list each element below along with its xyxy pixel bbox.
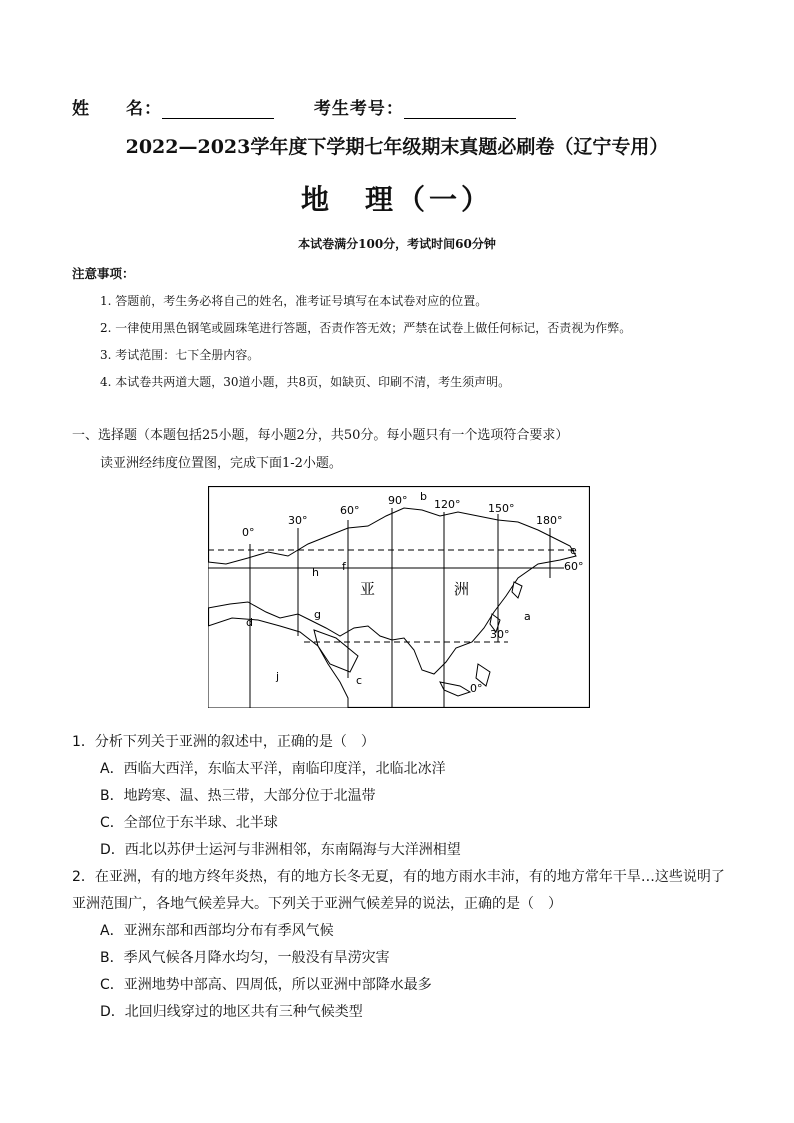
map-letter: e: [570, 544, 577, 557]
map-letter: j: [276, 670, 280, 683]
lon-label: 60°: [340, 504, 360, 517]
map-letter: h: [312, 566, 319, 579]
question-1-option-a[interactable]: A．西临大西洋，东临太平洋，南临印度洋，北临北冰洋: [100, 761, 446, 777]
map-letter: d: [246, 616, 253, 629]
lon-label: 30°: [288, 514, 308, 527]
map-letter: g: [314, 608, 321, 621]
exam-title: 2022—2023学年度下学期七年级期末真题必刷卷（辽宁专用）: [125, 136, 669, 158]
question-2-option-a[interactable]: A．亚洲东部和西部均分布有季风气候: [100, 923, 334, 939]
lon-label: 90°: [388, 494, 408, 507]
name-label: 姓 名：: [72, 99, 162, 119]
map-letter: f: [342, 560, 346, 573]
section-intro: 读亚洲经纬度位置图，完成下面1-2小题。: [100, 456, 342, 471]
question-1-option-d[interactable]: D．西北以苏伊士运河与非洲相邻，东南隔海与大洋洲相望: [100, 842, 461, 858]
question-1-stem: 1．分析下列关于亚洲的叙述中，正确的是（ ）: [72, 734, 375, 750]
lat-label: 60°: [564, 560, 584, 573]
question-1-option-c[interactable]: C．全部位于东半球、北半球: [100, 815, 278, 831]
question-2-option-d[interactable]: D．北回归线穿过的地区共有三种气候类型: [100, 1004, 363, 1020]
exam-number-label: 考生考号：: [313, 99, 404, 119]
exam-info: 本试卷满分100分，考试时间60分钟: [298, 237, 496, 251]
map-letter: b: [420, 490, 427, 503]
subject-title: 地 理（一）: [300, 183, 493, 216]
section-title: 一、选择题（本题包括25小题，每小题2分，共50分。每小题只有一个选项符合要求）: [72, 428, 569, 443]
lon-label: 120°: [434, 498, 461, 511]
region-label: 洲: [454, 580, 470, 598]
question-2-stem: 2．在亚洲，有的地方终年炎热，有的地方长冬无夏，有的地方雨水丰沛，有的地方常年干旱…这些说明了: [72, 869, 725, 885]
notice-item: 2. 一律使用黑色钢笔或圆珠笔进行答题，否责作答无效；严禁在试卷上做任何标记，否责视为作弊。: [100, 321, 632, 335]
notice-item: 3. 考试范围：七下全册内容。: [100, 348, 260, 362]
question-1-option-b[interactable]: B．地跨寒、温、热三带，大部分位于北温带: [100, 788, 376, 804]
map-letter: c: [356, 674, 363, 687]
notice-item: 4. 本试卷共两道大题，30道小题，共8页，如缺页、印刷不清，考生须声明。: [100, 375, 511, 389]
lon-label: 180°: [536, 514, 563, 527]
lat-label: 30°: [490, 628, 510, 641]
name-blank[interactable]: [162, 102, 274, 119]
exam-number-blank[interactable]: [404, 102, 516, 119]
candidate-info-row: [72, 94, 516, 119]
notice-item: 1. 答题前，考生务必将自己的姓名，准考证号填写在本试卷对应的位置。: [100, 294, 488, 308]
region-label: 亚: [360, 580, 376, 598]
lat-label: 0°: [470, 682, 483, 695]
question-2-option-c[interactable]: C．亚洲地势中部高、四周低，所以亚洲中部降水最多: [100, 977, 432, 993]
notice-heading: 注意事项：: [72, 266, 135, 281]
asia-latlong-map: [208, 486, 590, 708]
map-letter: a: [524, 610, 531, 623]
question-2-stem: 亚洲范围广，各地气候差异大。下列关于亚洲气候差异的说法，正确的是（ ）: [72, 896, 562, 912]
lon-label: 0°: [242, 526, 255, 539]
lon-label: 150°: [488, 502, 515, 515]
question-2-option-b[interactable]: B．季风气候各月降水均匀，一般没有旱涝灾害: [100, 950, 390, 966]
